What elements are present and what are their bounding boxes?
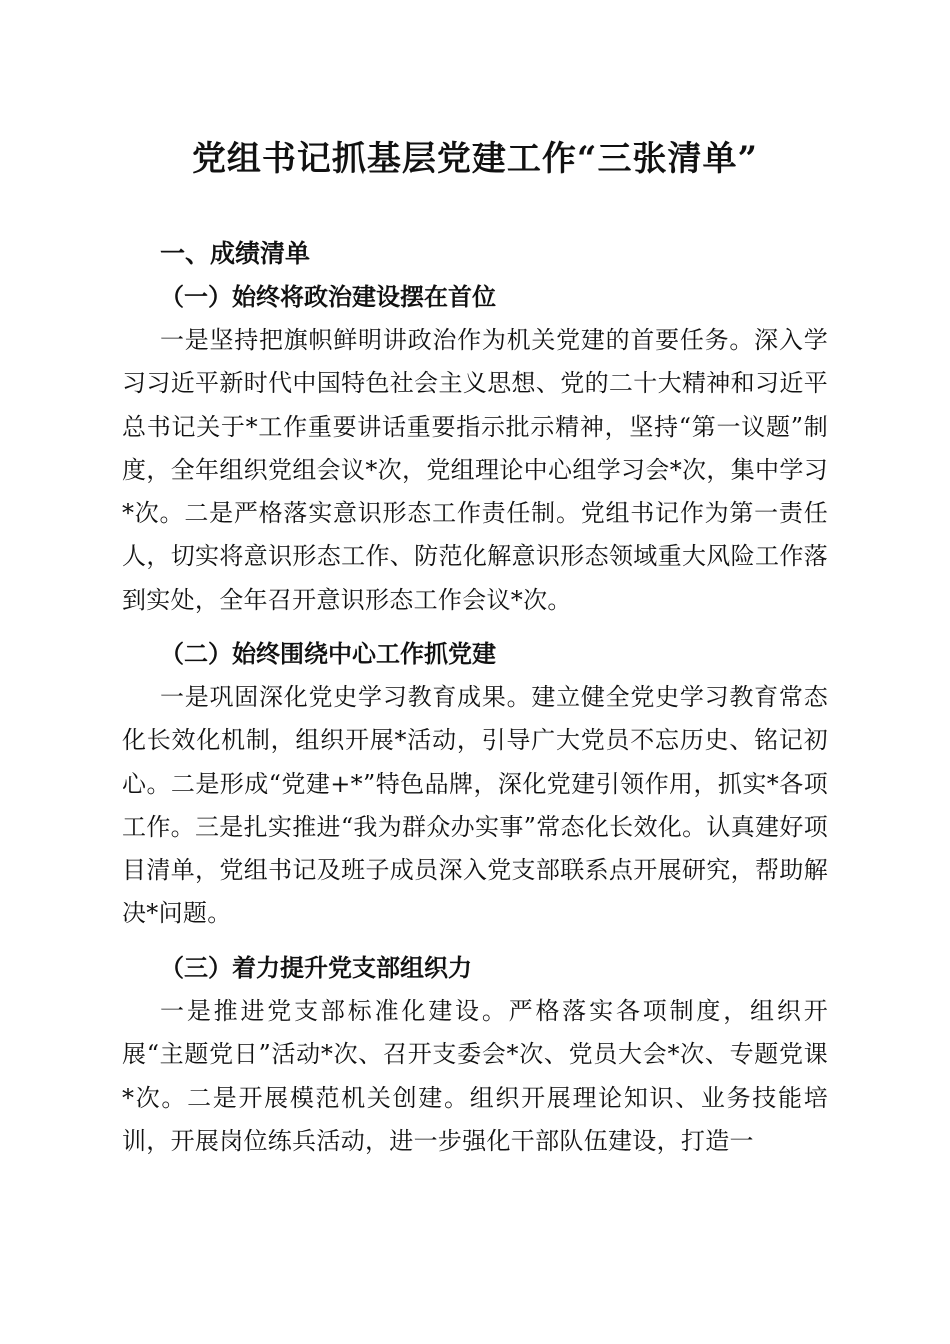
subsection-heading-3: （三）着力提升党支部组织力 — [160, 953, 472, 982]
paragraph-1: 一是坚持把旗帜鲜明讲政治作为机关党建的首要任务。深入学习习近平新时代中国特色社会主义思想、党的二十大精神和习近平总书记关于*工作重要讲话重要指示批示精神，坚持“第一议题”制度，全年组织党组会议*次，党组理论中心组学习会*次，集中学习*次。二是严格落实意识形态工作责任制。党组书记作为第一责任人，切实将意识形态工作、防范化解意识形态领域重大风险工作落到实处，全年召开意识形态工作会议*次。 — [122, 326, 828, 614]
section-heading-achievements: 一、成绩清单 — [160, 239, 311, 268]
paragraph-3: 一是推进党支部标准化建设。严格落实各项制度，组织开展“主题党日”活动*次、召开支委会*次、党员大会*次、专题党课*次。二是开展模范机关创建。组织开展理论知识、业务技能培训，开展岗位练兵活动，进一步强化干部队伍建设，打造一 — [122, 997, 828, 1155]
document-title: 党组书记抓基层党建工作“三张清单” — [191, 139, 759, 179]
paragraph-2: 一是巩固深化党史学习教育成果。建立健全党史学习教育常态化长效化机制，组织开展*活动，引导广大党员不忘历史、铭记初心。二是形成“党建+*”特色品牌，深化党建引领作用，抓实*各项工作。三是扎实推进“我为群众办实事”常态化长效化。认真建好项目清单，党组书记及班子成员深入党支部联系点开展研究，帮助解决*问题。 — [122, 683, 828, 928]
subsection-heading-1: （一）始终将政治建设摆在首位 — [160, 282, 496, 311]
subsection-heading-2: （二）始终围绕中心工作抓党建 — [160, 639, 496, 668]
